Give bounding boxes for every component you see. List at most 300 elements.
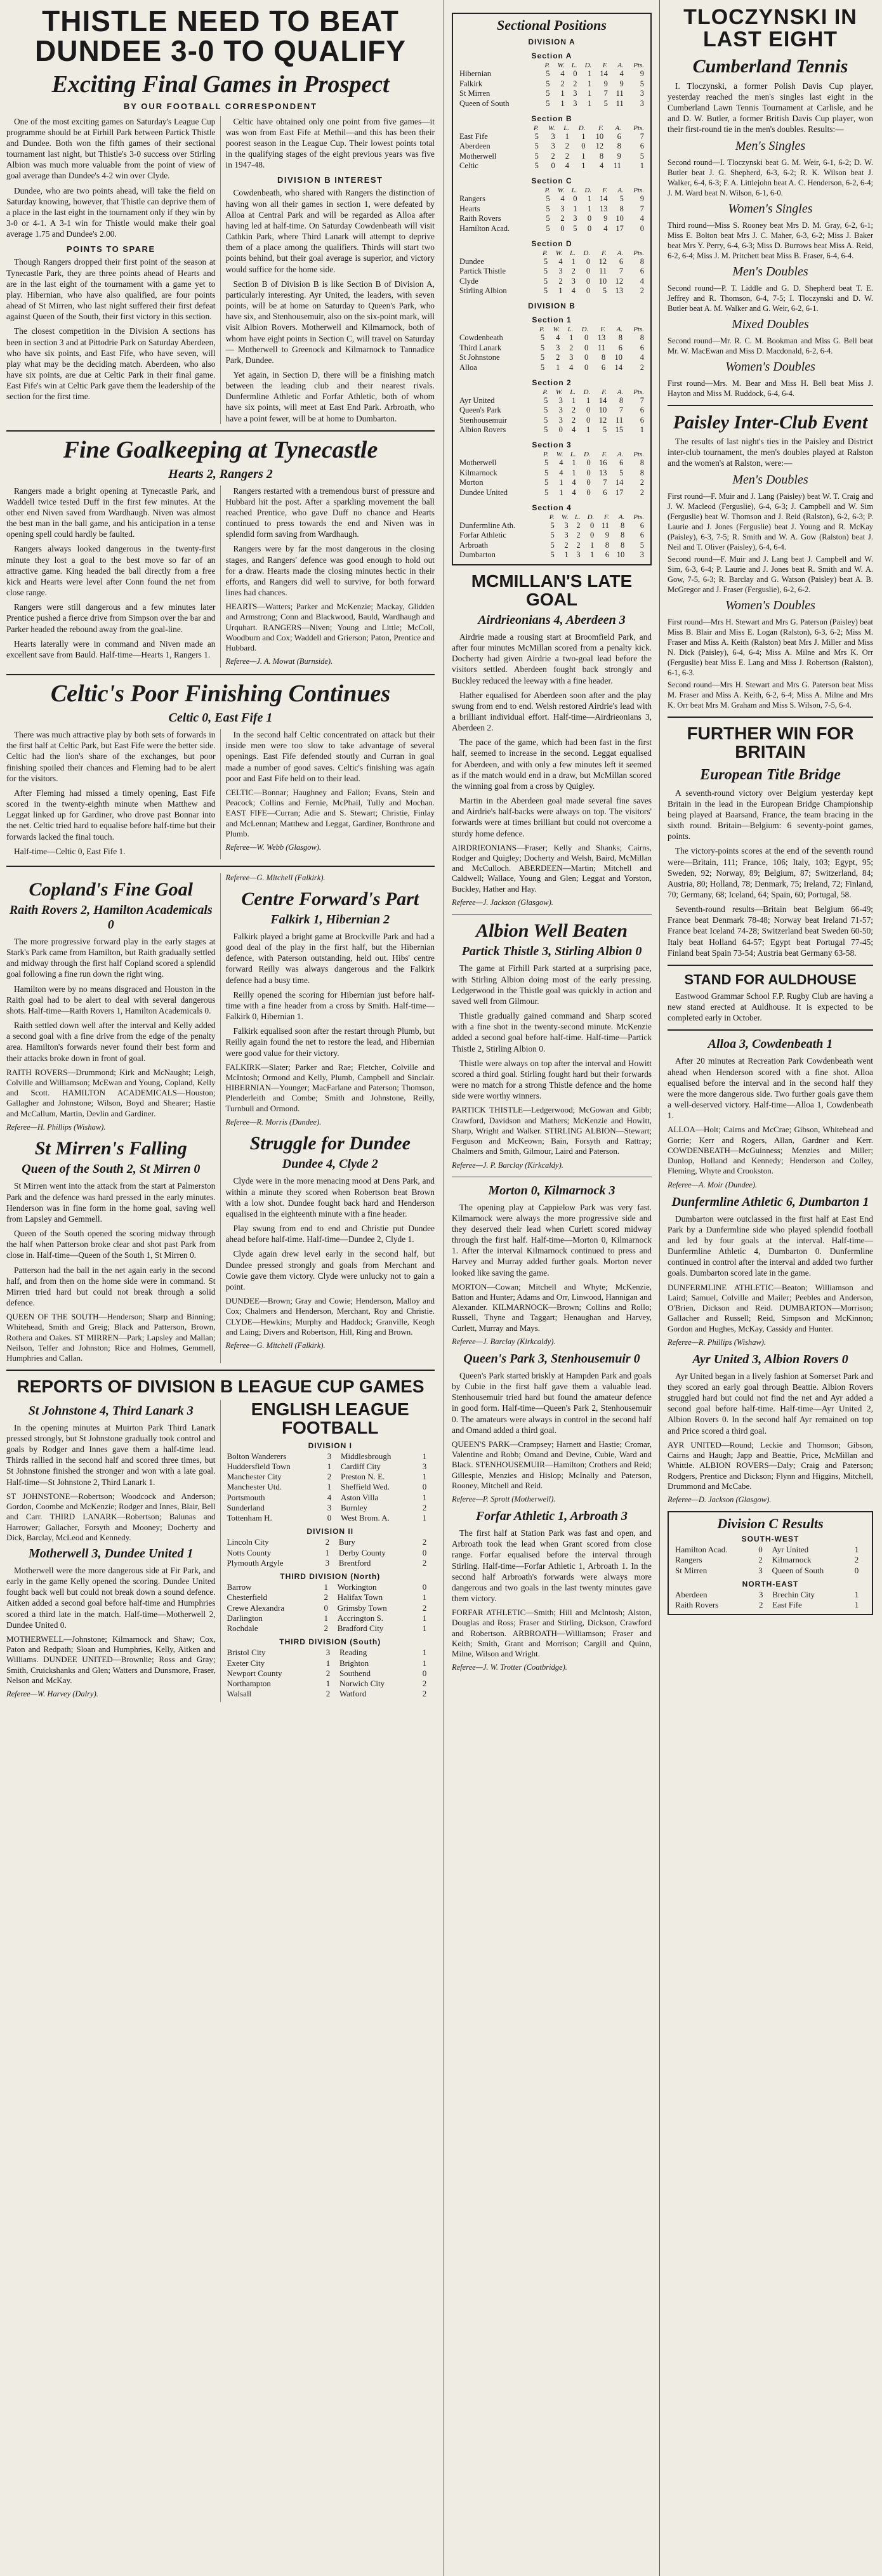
result-row (674, 1545, 867, 1555)
further-win-subhead: European Title Bridge (700, 767, 841, 784)
standings-cell: 0 (573, 194, 577, 204)
home-team: Manchester Utd. (227, 1482, 282, 1492)
standings-cell: 5 (619, 194, 624, 204)
result-row (226, 1451, 435, 1462)
standings-cell: 0 (586, 276, 591, 286)
result-row (674, 1600, 867, 1610)
stj-teams: ST JOHNSTONE—Robertson; Woodcock and Anderson; Gordon, Coombe and McKenzie; Rodger and Innes, Blair, Bell and Carr. THIRD LANARK—Robertson; Balunas and Harrower; Gallacher, Forsyth and Mooney; Docherty and Dick, Barclay, McLeod and Kennedy. (6, 1491, 216, 1542)
standings-cell: 11 (599, 267, 607, 276)
standings-cell: 1 (559, 487, 563, 497)
celtic-p1: There was much attractive play by both sets of forwards in the first half at Celtic Park, but East Fife were the better side. Celtic had the lion's share of the exchanges, but poor finishing spoiled their chances and Fleming had to be alert for the visitors. (6, 730, 216, 783)
standings-cell: 2 (576, 540, 581, 550)
standings-cell: 1 (640, 425, 644, 435)
standings-cell: 4 (559, 458, 563, 468)
standings-row (458, 277, 645, 287)
tynecastle-headline: Fine Goalkeeping at Tynecastle (63, 436, 378, 463)
standings-row (458, 425, 645, 435)
tynecastle-p6: Rangers were by far the most dangerous in the closing stages, and Rangers' defence was good enough to hold out for a draw. Hearts made the closing minutes hectic in their efforts, and Rangers did well to survive, for both forward lines had chances. (225, 544, 435, 598)
away-team: Brentford (338, 1557, 371, 1568)
standings-cell: 11 (601, 520, 609, 530)
standings-title: Sectional Positions (497, 17, 607, 33)
struggle-headline: Struggle for Dundee (249, 1132, 411, 1154)
paisley-mens-doubles-label: Men's Doubles (732, 472, 808, 487)
standings-cell: 6 (640, 531, 644, 540)
standings-header-cell: A. (617, 451, 624, 459)
standings-cell: 5 (543, 256, 548, 266)
standings-cell: 1 (590, 540, 595, 550)
celtic-p3: Half-time—Celtic 0, East Fife 1. (14, 846, 126, 856)
standings-cell: 12 (598, 415, 607, 425)
home-team: Huddersfield Town (227, 1461, 291, 1471)
standings-cell: 4 (603, 223, 608, 233)
tloczynski-results-2: Third round—Miss S. Rooney beat Mrs D. M. Gray, 6-2, 6-1; Miss E. Bolton beat Mrs J. C. Maher, 6-3, 6-2; Miss J. Baker beat Mrs Y. Perry, 6-4, 6-3; Miss D. Burrows beat Miss A. Reid, 6-2, 6-4; Miss J. M. Pritchett beat Miss B. Fraser, 6-4, 6-4. (668, 220, 873, 260)
mcmillan-p1: Airdrie made a rousing start at Broomfield Park, and after four minutes McMillan scored from a penalty kick. Docherty had given Airdrie a two-goal lead before the visitors settled. Aberdeen fought back strongly and Buckley reduced the leeway with a fine header. (452, 631, 652, 685)
standings-division-b: DIVISION B (528, 301, 576, 311)
paisley-results-3: First round—Mrs H. Stewart and Mrs G. Paterson (Paisley) beat Miss B. Blair and Miss E. Logan (Ralston), 6-3, 6-2; Miss M. Fraser and Miss A. Keith (Ralston) beat Mrs J. Miller and Miss N. Dick (Paisley), 6-4, 6-4; Miss A. Milne and Mrs K. Orr (Ferguslie) beat Miss E. Lang and Miss J. Robertson (Ralston), 6-1, 6-3. (668, 617, 873, 677)
standings-cell: 8 (619, 204, 624, 213)
away-team: East Fife (772, 1600, 802, 1610)
standings-cell: 8 (617, 142, 621, 151)
standings-header-team (458, 513, 544, 521)
tynecastle-p3: Rangers were still dangerous and a few minutes later Prentice pushed a fierce drive from Simpson over the bar and Parker headed the rebound away from the goal-line. (6, 602, 216, 634)
result-row (226, 1472, 435, 1482)
home-team: Chesterfield (227, 1592, 268, 1602)
standings-header-cell: D. (583, 249, 591, 257)
home-score: 1 (327, 1461, 332, 1471)
away-score: 0 (422, 1668, 427, 1678)
standings-cell: 1 (587, 194, 592, 204)
sectional-positions-box (452, 13, 652, 565)
standings-cell: 0 (584, 353, 589, 362)
standings-cell: 13 (597, 333, 606, 343)
standings-row (458, 89, 645, 99)
english-div2-label: DIVISION II (306, 1527, 354, 1536)
struggle-p3: Clyde again drew level early in the second half, but Dundee pressed strongly and goals from Merchant and Cowie gave them victory. Clyde were unlucky not to gain a point. (225, 1249, 435, 1291)
standings-cell: 1 (572, 458, 576, 468)
division-c-sub2: NORTH-EAST (742, 1579, 799, 1589)
standings-header-cell: A. (617, 249, 624, 257)
standings-cell: 2 (556, 353, 560, 362)
standings-cell: 0 (586, 478, 591, 487)
standings-team: Dundee (459, 256, 484, 266)
struggle-teams: DUNDEE—Brown; Gray and Cowie; Henderson, Malloy and Cox; Chalmers and Henderson, Merchant, Roy and Christie. CLYDE—Hewkins; Murphy and Haddock; Granville, Keogh and Laing; Divers and Robertson, Hill, Ring and Brown. (225, 1296, 435, 1337)
tynecastle-p2: Rangers always looked dangerous in the twenty-first minute they lost a goal to the best move so far of an attractive game. King headed the ball directly from a free kick and Hearts were level after Conn found the net from close range. (6, 544, 216, 598)
tloczynski-results-3: Second round—P. T. Liddle and G. D. Shepherd beat T. E. Jeffrey and R. Thomson, 6-4, 7-5; I. Tloczynski and D. W. Butler beat A. M. Walker and G. Weir, 6-2, 6-1. (668, 283, 873, 313)
standings-cell: 0 (584, 343, 589, 352)
standings-header-cell: D. (583, 451, 591, 459)
standings-section-title: Section D (531, 239, 572, 248)
home-score: 3 (326, 1648, 331, 1658)
result-row (674, 1590, 867, 1600)
standings-cell: 5 (619, 468, 624, 477)
mcmillan-referee: Referee—J. Jackson (Glasgow). (452, 897, 553, 907)
queens-park-referee: Referee—P. Sprott (Motherwell). (452, 1495, 556, 1504)
motherwell-referee: Referee—W. Harvey (Dalry). (6, 1689, 98, 1699)
standings-team: East Fife (459, 131, 488, 141)
standings-header-cell: F. (602, 388, 607, 396)
away-team: Cardiff City (340, 1461, 381, 1471)
stj-score: St Johnstone 4, Third Lanark 3 (28, 1403, 194, 1418)
standings-cell: 5 (640, 540, 644, 550)
away-score: 1 (422, 1451, 427, 1461)
stmirren-p2: Queen of the South opened the scoring midway through the half when Patterson broke clear and shot past Park from close in. Half-time—Queen of the South 1, St Mirren 0. (6, 1229, 216, 1260)
standings-cell: 4 (571, 425, 576, 435)
standings-cell: 1 (560, 98, 565, 108)
standings-cell: 2 (640, 478, 644, 487)
standings-cell: 5 (550, 531, 555, 540)
stmirren-p3: Patterson had the ball in the net again early in the second half, and from then on the home side were in command. St Mirren tried hard but could not break through a solid defence. (6, 1265, 216, 1308)
standings-cell: 0 (587, 223, 592, 233)
result-row (226, 1537, 435, 1547)
standings-team: Stenhousemuir (459, 415, 507, 425)
standings-cell: 1 (569, 333, 574, 343)
away-score: 1 (422, 1592, 427, 1602)
standings-cell: 5 (543, 276, 548, 286)
standings-header-cell: L. (571, 62, 577, 70)
home-team: Raith Rovers (675, 1600, 719, 1610)
away-team: Brechin City (772, 1589, 815, 1599)
standings-cell: 4 (572, 478, 576, 487)
struggle-score: Dundee 4, Clyde 2 (282, 1157, 378, 1172)
albion-p2: Thistle gradually gained command and Sharp scored with a fine shot in the twenty-second minute. McKenzie added a second goal before half-time. Half-time—Partick Thistle 2, Stirling Albion 0. (452, 1011, 652, 1054)
standings-cell: 5 (540, 353, 545, 362)
standings-cell: 7 (640, 395, 644, 405)
divider (452, 914, 652, 915)
tloczynski-results-1: Second round—I. Tloczynski beat G. M. Weir, 6-1, 6-2; D. W. Butler beat J. G. Shepherd, 6-3, 6-2; R. K. Wilson beat J. Walker, 6-4, 6-3; F. A. Littlejohn beat A. C. Henderson, 6-2, 6-4; J. M. Ward beat N. Wilson, 6-1, 6-0. (668, 157, 873, 197)
standings-header-cell: Pts. (633, 388, 644, 396)
thistle-story (6, 116, 435, 424)
forfar-referee: Referee—J. W. Trotter (Coatbridge). (452, 1663, 567, 1672)
standings-cell: 2 (560, 79, 565, 88)
home-team: Aberdeen (675, 1589, 708, 1599)
standings-header-cell: P. (549, 513, 555, 521)
standings-cell: 6 (619, 256, 624, 266)
result-row (226, 1648, 435, 1658)
standings-header-cell: A. (617, 62, 624, 70)
celtic-p4: In the second half Celtic concentrated on attack but their inside men were too slow to take advantage of several openings. East Fife defended stoutly and Curran in goal made a number of good saves. Celtic's finishing was again poor and East Fife held on to their lead. (225, 730, 435, 783)
home-score: 0 (758, 1545, 763, 1555)
standings-cell: 8 (605, 540, 609, 550)
mcmillan-headline: MCMILLAN'S LATE GOAL (471, 571, 633, 610)
standings-header-row (458, 326, 645, 333)
away-score: 1 (422, 1613, 427, 1623)
standings-cell: 0 (586, 406, 591, 415)
standings-cell: 6 (640, 267, 644, 276)
standings-team: Morton (459, 478, 484, 487)
standings-row (458, 541, 645, 551)
standings-cell: 1 (588, 69, 592, 79)
standings-team: St Mirren (459, 89, 490, 98)
standings-header-cell: L. (574, 513, 581, 521)
standings-header-row (458, 62, 645, 69)
standings-cell: 4 (619, 69, 624, 79)
standings-team: Albion Rovers (459, 425, 506, 435)
away-team: West Brom. A. (340, 1513, 390, 1523)
standings-team: Arbroath (459, 540, 489, 550)
standings-cell: 8 (621, 540, 625, 550)
away-team: Accrington S. (337, 1613, 383, 1623)
dunfermline-score: Dunfermline Athletic 6, Dumbarton 1 (671, 1194, 869, 1209)
paisley-results-4: Second round—Mrs H. Stewart and Mrs G. Paterson beat Miss M. Fraser and Miss A. Keith, 6-2, 6-4; Miss A. Milne and Mrs K. Orr beat Mrs M. Graham and Miss S. Wilson, 7-5, 6-4. (668, 680, 873, 710)
away-score: 1 (854, 1545, 859, 1555)
result-row (226, 1623, 435, 1634)
standings-cell: 0 (586, 286, 591, 296)
standings-cell: 7 (619, 406, 624, 415)
standings-cell: 8 (640, 256, 644, 266)
english-div3n-label: THIRD DIVISION (North) (280, 1572, 381, 1582)
standings-cell: 0 (590, 520, 595, 530)
standings-cell: 5 (602, 425, 607, 435)
dunfermline-teams: DUNFERMLINE ATHLETIC—Beaton; Williamson and Laird; Samuel, Colville and Mailer; Peebles and Anderson, O'Brien, Dickson and Reid. DUMBARTON—Morrison; Gallacher and Russell; Reid, Simpson and McKinnon; Gordon and Hughes, McKay, Cassidy and Hunter. (668, 1282, 873, 1333)
result-row (226, 1513, 435, 1523)
away-team: Southend (339, 1668, 371, 1678)
home-team: Hamilton Acad. (675, 1545, 728, 1555)
standings-header-cell: L. (567, 326, 574, 334)
division-c-headline: Division C Results (717, 1516, 824, 1532)
standings-header-cell: F. (600, 326, 606, 334)
english-div3s-label: THIRD DIVISION (South) (279, 1637, 381, 1647)
standings-cell: 2 (565, 151, 570, 161)
standings-team: Stirling Albion (459, 286, 507, 296)
standings-cell: 10 (598, 276, 607, 286)
standings-header-cell: D. (583, 388, 591, 396)
away-team: Bury (338, 1537, 355, 1547)
standings-row (458, 204, 645, 215)
mens-doubles-label: Men's Doubles (732, 264, 808, 279)
standings-team: Alloa (459, 362, 477, 372)
stmirren-score: Queen of the South 2, St Mirren 0 (22, 1162, 201, 1177)
standings-cell: 5 (546, 223, 550, 233)
away-score: 1 (854, 1589, 859, 1599)
standings-cell: 5 (544, 415, 548, 425)
standings-cell: 0 (586, 458, 591, 468)
home-score: 3 (327, 1502, 332, 1512)
standings-cell: 4 (571, 286, 576, 296)
tynecastle-score: Hearts 2, Rangers 2 (168, 466, 273, 481)
standings-cell: 3 (551, 142, 555, 151)
standings-cell: 0 (590, 531, 595, 540)
standings-header-row (458, 451, 645, 458)
standings-header-team (458, 187, 539, 194)
thistle-p4: The closest competition in the Division A sections has been in section 3 and at Pittodrie Park on Saturday Aberdeen, who have six points, and East Fife, who have seven, will play what may be the deciding match. Aberdeen, who also have six points, are due at Celtic Park in their final game. East Fife's win at Celtic Park gave them the leadership of the section for the first time. (6, 326, 216, 402)
away-team: Aston Villa (340, 1492, 379, 1502)
standings-cell: 2 (571, 267, 576, 276)
result-row (226, 1679, 435, 1689)
standings-header-cell: F. (598, 124, 604, 132)
standings-cell: 0 (586, 468, 591, 477)
mcmillan-p2: Hather equalised for Aberdeen soon after and the play swung from end to end. Welsh restored Airdrie's lead with a brilliant individual effort. Half-time—Airdrieonians 3, Aberdeen 2. (452, 690, 652, 733)
home-team: Notts County (227, 1547, 272, 1557)
standings-cell: 8 (599, 151, 604, 161)
division-b-interest-head: DIVISION B INTEREST (277, 175, 383, 185)
home-score: 2 (326, 1668, 331, 1678)
standings-header-cell: Pts. (633, 124, 644, 132)
standings-cell: 5 (546, 98, 550, 108)
morton-score: Morton 0, Kilmarnock 3 (488, 1183, 615, 1198)
standings-section-title: Section C (531, 176, 572, 186)
standings-cell: 6 (640, 520, 644, 530)
standings-cell: 6 (617, 131, 621, 141)
standings-cell: 8 (640, 458, 644, 468)
further-p1: A seventh-round victory over Belgium yesterday kept Britain in the lead in the European Bridge Championship being played at Baarsand, France, the team bracing in the sixth round. Britain—Belgium: 6 seventy-point games, points. (668, 788, 873, 842)
standings-cell: 4 (558, 256, 563, 266)
standings-cell: 4 (565, 161, 570, 171)
standings-team: Hearts (459, 204, 480, 213)
struggle-referee: Referee—G. Mitchell (Falkirk). (225, 1341, 326, 1351)
result-row (226, 1658, 435, 1668)
result-row (226, 1592, 435, 1602)
standings-cell: 6 (601, 362, 606, 372)
standings-division-b-tables (458, 315, 645, 560)
standings-team: Third Lanark (459, 343, 502, 352)
standings-cell: 10 (598, 406, 607, 415)
away-score: 2 (422, 1557, 427, 1568)
standings-header-team (458, 326, 533, 333)
home-score: 3 (325, 1557, 330, 1568)
home-team: Sunderland (227, 1502, 265, 1512)
result-row (226, 1613, 435, 1623)
standings-team: Aberdeen (459, 142, 490, 151)
albion-p3: Thistle were always on top after the interval and Howitt scored a third goal. Stirling fought hard but their forwards were no match for a strong Thistle defence and the home side were worthy winners. (452, 1058, 652, 1101)
english-div1-table (226, 1451, 435, 1524)
standings-team: Partick Thistle (459, 267, 506, 276)
standings-cell: 4 (569, 362, 574, 372)
result-row (226, 1689, 435, 1699)
alloa-text: After 20 minutes at Recreation Park Cowdenbeath went ahead when Henderson scored with a fine shot. Alloa equalised before the interval and in the second half they were the more dangerous side. Two further goals gave them a well-deserved victory. Half-time—Alloa 1, Cowdenbeath 1. (668, 1056, 873, 1121)
albion-teams: PARTICK THISTLE—Ledgerwood; McGowan and Gibb; Crawford, Davidson and Mathers; McKenzie and Howitt, Sharp, Wright and Walker. STIRLING ALBION—Stewart; Ferguson and McKeown; Bain, Forsyth and Rattray; Chalmers and Smith, Gilmour, Laird and Paterson. (452, 1105, 652, 1156)
standings-header-row (458, 249, 645, 257)
standings-cell: 1 (572, 468, 576, 477)
standings-cell: 5 (544, 468, 549, 477)
standings-cell: 6 (640, 415, 644, 425)
auldhouse-p1: Eastwood Grammar School F.P. Rugby Club are having a new stand erected at Auldhouse. It is expected to be completed early in October. (668, 991, 873, 1023)
standings-cell: 2 (640, 362, 644, 372)
thistle-p1: One of the most exciting games on Saturday's League Cup programme should be at Firhill Park between Partick Thistle and Dundee. Both won the fifth games of their sectional tournament last night, but Thistle's 3-0 success over Stirling Albion was much more valuable from the point of view of goal average than Dundee's 4-2 win over Clyde. (6, 116, 216, 181)
standings-cell: 5 (540, 343, 545, 352)
standings-table (458, 513, 645, 561)
home-score: 4 (327, 1492, 332, 1502)
standings-cell: 1 (564, 550, 569, 560)
celtic-headline: Celtic's Poor Finishing Continues (50, 680, 391, 708)
home-score: 3 (327, 1451, 332, 1461)
mcmillan-score: Airdrieonians 4, Aberdeen 3 (478, 612, 626, 627)
copland-headline: Copland's Fine Goal (29, 878, 193, 900)
standings-row (458, 152, 645, 162)
standings-cell: 3 (564, 531, 569, 540)
standings-cell: 2 (571, 406, 576, 415)
standings-section-title: Section 3 (532, 440, 572, 450)
standings-row (458, 521, 645, 531)
standings-header-cell: F. (602, 249, 607, 257)
standings-table (458, 326, 645, 373)
standings-cell: 2 (573, 79, 577, 88)
standings-cell: 9 (603, 214, 608, 223)
standings-cell: 6 (640, 406, 644, 415)
mcmillan-p3: The pace of the game, which had been fast in the first half, seemed to increase in the second. Leggat equalised for Aberdeen, and with only a few minutes left it seemed as if the match would end in a draw, but McMillan scored the winning goal from a cross by Quigley. (452, 737, 652, 791)
home-score: 2 (324, 1623, 329, 1634)
away-score: 0 (422, 1547, 427, 1557)
standings-cell: 3 (560, 204, 565, 213)
home-team: Tottenham H. (227, 1513, 272, 1523)
forfar-text: The first half at Station Park was fast and open, and Arbroath took the lead when Grant scored from close range. Forfar equalised before the interval through Stirling. Half-time—Forfar Athletic 1, Arbroath 1. In the second half Arbroath's forwards were always more dangerous and two goals in the last twenty minutes gave them victory. (452, 1528, 652, 1604)
forfar-teams: FORFAR ATHLETIC—Smith; Hill and McIntosh; Alston, Douglas and Ross; Fraser and Stirling, Dickson, Crawford and Robertson. ARBROATH—Williamson; Fraser and Keith; Smith, Grant and Morrison; Cargill and Quinn, Milne, Wilson and Wright. (452, 1608, 652, 1659)
division-c-box (668, 1511, 873, 1615)
standings-cell: 6 (603, 487, 607, 497)
standings-cell: 2 (551, 151, 555, 161)
standings-cell: 5 (546, 204, 550, 213)
away-score: 2 (422, 1502, 427, 1512)
standings-cell: 3 (558, 406, 563, 415)
standings-header-team (458, 62, 539, 69)
centre-p2: Reilly opened the scoring for Hibernian just before half-time with a fine header from a cross by Smith. Half-time—Falkirk 0, Hibernian 1. (225, 989, 435, 1022)
standings-cell: 4 (599, 161, 604, 171)
standings-header-cell: A. (615, 124, 621, 132)
thistle-p6: Cowdenbeath, who shared with Rangers the distinction of having won all their games in section 1, were defeated by Alloa at Central Park and will be regarded as Alloa after having led at half-time. On Saturday Cowdenbeath will visit Cathkin Park, where Third Lanark will attempt to deprive them of a place among the qualifiers. Thirds will start two points behind, but their goal average is superior, and victory would suffice for the home side. (225, 188, 435, 274)
standings-cell: 0 (581, 142, 586, 151)
standings-table (458, 451, 645, 498)
away-team: Bradford City (337, 1623, 384, 1634)
standings-cell: 3 (558, 267, 563, 276)
standings-row (458, 267, 645, 277)
home-team: Bristol City (227, 1648, 266, 1658)
home-team: Lincoln City (227, 1537, 269, 1547)
standings-cell: 3 (564, 520, 569, 530)
home-team: Rangers (675, 1555, 702, 1565)
home-score: 2 (758, 1600, 763, 1610)
standings-cell: 0 (586, 267, 591, 276)
home-team: Northampton (227, 1679, 271, 1689)
standings-header-cell: A. (617, 388, 624, 396)
standings-cell: 5 (640, 151, 644, 161)
middle-column (444, 0, 660, 2576)
standings-header-cell: P. (543, 249, 548, 257)
divider (668, 405, 873, 406)
standings-cell: 14 (614, 362, 623, 372)
standings-cell: 0 (586, 487, 591, 497)
standings-cell: 1 (556, 362, 560, 372)
away-score: 2 (422, 1602, 427, 1613)
tloczynski-results-5: First round—Mrs. M. Bear and Miss H. Bell beat Miss J. Hayton and Miss M. Ruddock, 6-4, 6-4. (668, 378, 873, 398)
home-team: Portsmouth (227, 1492, 265, 1502)
home-score: 3 (758, 1589, 763, 1599)
home-score: 1 (326, 1679, 331, 1689)
mixed-doubles-label: Mixed Doubles (732, 317, 809, 331)
standings-header-cell: D. (584, 62, 592, 70)
standings-cell: 17 (615, 487, 624, 497)
standings-cell: 13 (599, 204, 608, 213)
tynecastle-p5: Rangers restarted with a tremendous burst of pressure and Hubbard hit the post. After a sparkling movement the ball reached Prentice, who gave Duff no chance and Hearts continued to press towards the end and Niven was in splendid form saving from Wardhaugh. (225, 485, 435, 539)
divider (668, 965, 873, 966)
standings-cell: 5 (540, 333, 545, 343)
standings-cell: 1 (559, 478, 563, 487)
english-headline: ENGLISH LEAGUE FOOTBALL (251, 1399, 409, 1438)
standings-team: Motherwell (459, 151, 497, 161)
standings-cell: 14 (598, 395, 607, 405)
standings-header-team (458, 451, 537, 458)
standings-cell: 0 (584, 362, 589, 372)
ayr-teams: AYR UNITED—Round; Leckie and Thomson; Gibson, Cairns and Haugh; Japp and Beattie, Price, McMillan and Whittle. ALBION ROVERS—Daly; Craig and Paterson; Rodgers, Prentice and Dickson; Flynn and Higgins, Mitchell, Drummond and McCabe. (668, 1439, 873, 1491)
queens-park-score: Queen's Park 3, Stenhousemuir 0 (463, 1351, 640, 1366)
copland-referee: Referee—H. Phillips (Wishaw). (6, 1122, 106, 1132)
tloczynski-results-4: Second round—Mr. R. C. M. Bookman and Miss G. Bell beat Mr. W. MacEwan and Miss D. Macdonald, 6-2, 6-4. (668, 336, 873, 355)
standings-header-cell: P. (544, 62, 550, 70)
away-team: Workington (337, 1582, 377, 1592)
divider (6, 674, 435, 675)
standings-cell: 8 (601, 353, 606, 362)
celtic-score: Celtic 0, East Fife 1 (168, 711, 273, 725)
standings-cell: 5 (534, 131, 539, 141)
standings-team: Rangers (459, 194, 485, 204)
